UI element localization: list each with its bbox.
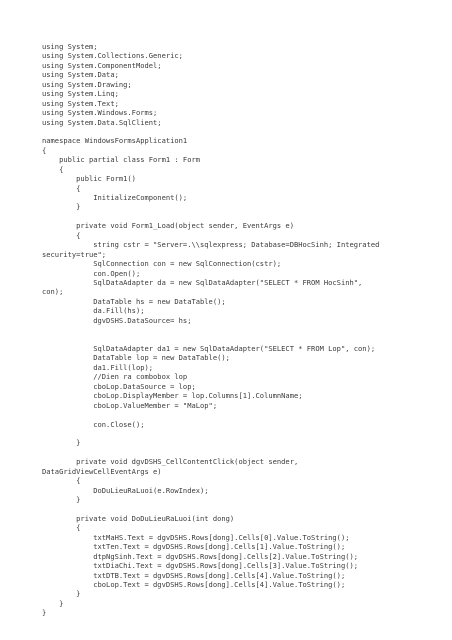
code-line: {	[42, 476, 81, 486]
code-line: using System.Text;	[42, 98, 119, 108]
code-line: DataTable lop = new DataTable();	[42, 353, 230, 363]
code-line: public partial class Form1 : Form	[42, 155, 201, 165]
code-listing	[42, 42, 442, 618]
code-line: {	[42, 183, 81, 193]
code-line: {	[42, 523, 81, 533]
code-line: DoDuLieuRaLuoi(e.RowIndex);	[42, 485, 209, 495]
code-line	[42, 335, 442, 344]
code-line: con.Close();	[42, 419, 145, 429]
code-line: using System.Collections.Generic;	[42, 51, 183, 61]
code-line: }	[42, 202, 81, 212]
code-line: con.Open();	[42, 268, 141, 278]
code-line: SqlConnection con = new SqlConnection(cstr);	[42, 259, 282, 269]
code-line: dgvDSHS.DataSource= hs;	[42, 315, 192, 325]
code-line	[42, 448, 442, 457]
code-line: private void Form1_Load(object sender, EventArgs e)	[42, 221, 294, 231]
code-line: cboLop.Text = dgvDSHS.Rows[dong].Cells[4].Value.ToString();	[42, 579, 346, 589]
code-line: using System.Windows.Forms;	[42, 108, 158, 118]
code-line: namespace WindowsFormsApplication1	[42, 136, 188, 146]
code-line: private void dgvDSHS_CellContentClick(object sender,	[42, 457, 299, 467]
code-line: da.Fill(hs);	[42, 306, 145, 316]
code-line: using System;	[42, 42, 98, 51]
code-line: }	[42, 438, 81, 448]
code-line: security=true";	[42, 249, 107, 259]
code-line: public Form1()	[42, 174, 136, 184]
code-line	[42, 127, 442, 136]
code-line	[42, 410, 442, 419]
code-line: cboLop.DataSource = lop;	[42, 381, 196, 391]
code-line: {	[42, 164, 64, 174]
code-line: //Dien ra combobox lop	[42, 372, 188, 382]
code-line: SqlDataAdapter da = new SqlDataAdapter("SELECT * FROM HocSinh",	[42, 277, 363, 287]
code-line: da1.Fill(lop);	[42, 362, 154, 372]
code-line: dtpNgSinh.Text = dgvDSHS.Rows[dong].Cells[2].Value.ToString();	[42, 551, 359, 561]
code-line: }	[42, 589, 81, 599]
code-line	[42, 429, 442, 438]
code-line: cboLop.ValueMember = "MaLop";	[42, 400, 218, 410]
code-line: using System.Data.SqlClient;	[42, 117, 162, 127]
code-line: txtMaHS.Text = dgvDSHS.Rows[dong].Cells[0].Value.ToString();	[42, 532, 350, 542]
code-line: using System.ComponentModel;	[42, 60, 162, 70]
code-line	[42, 325, 442, 334]
code-line: }	[42, 608, 47, 618]
code-line: DataTable hs = new DataTable();	[42, 296, 226, 306]
code-line: SqlDataAdapter da1 = new SqlDataAdapter("SELECT * FROM Lop", con);	[42, 344, 376, 353]
code-line: txtDTB.Text = dgvDSHS.Rows[dong].Cells[4].Value.ToString();	[42, 570, 346, 580]
code-line: txtTen.Text = dgvDSHS.Rows[dong].Cells[1].Value.ToString();	[42, 542, 346, 552]
code-line: DataGridViewCellEventArgs e)	[42, 466, 162, 476]
code-line: using System.Drawing;	[42, 79, 132, 89]
code-line	[42, 504, 442, 513]
code-line: con);	[42, 287, 64, 297]
code-line: InitializeComponent();	[42, 193, 188, 202]
code-line: }	[42, 598, 64, 608]
code-line: {	[42, 230, 81, 240]
code-line: string cstr = "Server=.\\sqlexpress; Database=DBHocSinh; Integrated	[42, 240, 380, 250]
code-line	[42, 212, 442, 221]
code-line: using System.Linq;	[42, 89, 119, 99]
code-line: {	[42, 145, 47, 155]
code-line: txtDiaChi.Text = dgvDSHS.Rows[dong].Cells[3].Value.ToString();	[42, 561, 359, 571]
code-line: cboLop.DisplayMember = lop.Columns[1].ColumnName;	[42, 391, 303, 401]
code-line: private void DoDuLieuRaLuoi(int dong)	[42, 513, 235, 523]
code-line: }	[42, 495, 81, 504]
code-line: using System.Data;	[42, 70, 119, 80]
